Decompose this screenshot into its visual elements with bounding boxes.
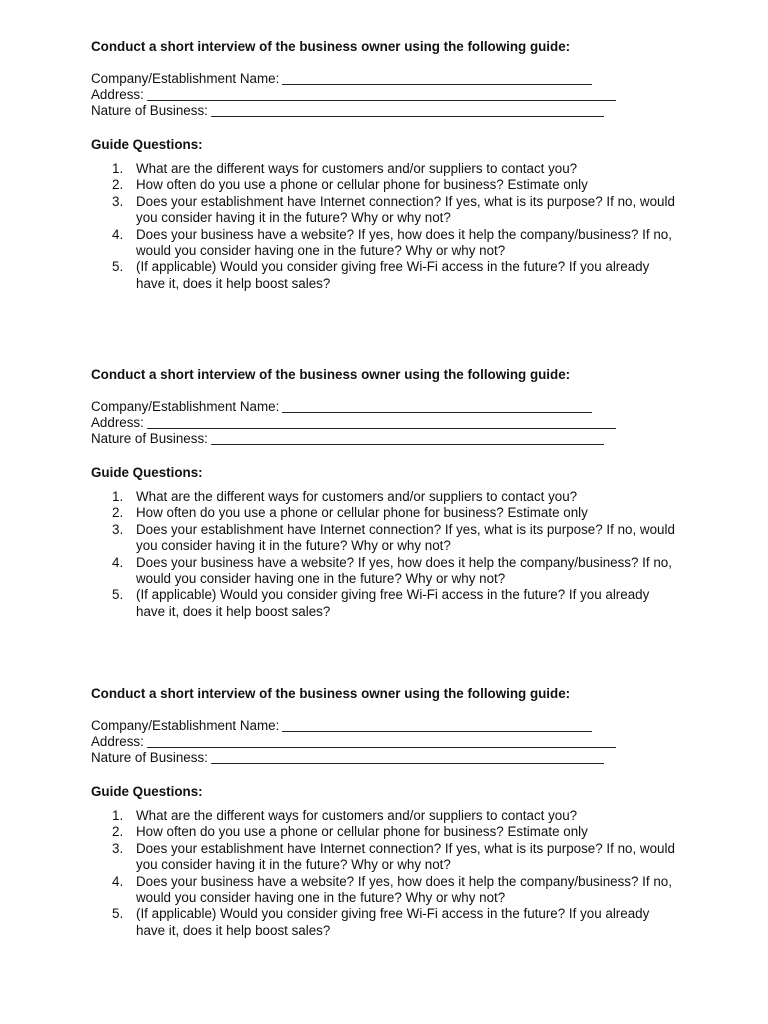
question-text: Does your business have a website? If yes, how does it help the company/business? If no, would you consider having one in the future? Why or why not? xyxy=(136,873,672,906)
question-text: How often do you use a phone or cellular phone for business? Estimate only xyxy=(136,505,588,521)
nature-of-business-label: Nature of Business: xyxy=(91,750,208,765)
question-number: 2. xyxy=(112,824,124,840)
address-blank[interactable] xyxy=(147,735,616,748)
question-text: (If applicable) Would you consider giving free Wi-Fi access in the future? If you already have it, does it help boost sales? xyxy=(136,259,650,291)
address-label: Address: xyxy=(91,415,144,430)
question-number: 4. xyxy=(112,554,124,570)
question-number: 1. xyxy=(112,161,124,176)
questions-list xyxy=(91,161,691,292)
nature-of-business-label: Nature of Business: xyxy=(91,431,208,446)
question-item xyxy=(91,177,676,193)
question-number: 5. xyxy=(112,259,124,275)
company-name-field[interactable] xyxy=(91,718,691,734)
question-item xyxy=(91,841,676,874)
address-field[interactable] xyxy=(91,415,691,431)
question-item xyxy=(91,555,676,588)
question-number: 3. xyxy=(112,840,124,856)
address-field[interactable] xyxy=(91,87,691,103)
question-number: 5. xyxy=(112,587,124,603)
question-item xyxy=(91,505,676,521)
interview-section-2 xyxy=(91,367,691,620)
guide-questions-heading: Guide Questions: xyxy=(91,465,203,480)
company-name-label: Company/Establishment Name: xyxy=(91,718,280,733)
question-item xyxy=(91,194,676,227)
question-item xyxy=(91,489,676,505)
interview-section-3 xyxy=(91,686,691,939)
question-text: Does your business have a website? If yes, how does it help the company/business? If no, would you consider having one in the future? Why or why not? xyxy=(136,554,672,587)
address-blank[interactable] xyxy=(147,88,616,101)
nature-of-business-blank[interactable] xyxy=(211,751,604,764)
question-item xyxy=(91,259,676,292)
section-heading: Conduct a short interview of the business owner using the following guide: xyxy=(91,686,571,701)
company-name-blank[interactable] xyxy=(282,400,592,413)
address-blank[interactable] xyxy=(147,416,616,429)
question-number: 1. xyxy=(112,489,124,504)
company-name-field[interactable] xyxy=(91,71,691,87)
company-name-label: Company/Establishment Name: xyxy=(91,399,280,414)
address-label: Address: xyxy=(91,87,144,102)
question-item xyxy=(91,227,676,260)
question-text: (If applicable) Would you consider giving free Wi-Fi access in the future? If you already have it, does it help boost sales? xyxy=(136,587,650,619)
question-text: Does your establishment have Internet connection? If yes, what is its purpose? If no, would you consider having it in the future? Why or why not? xyxy=(136,840,675,873)
question-number: 2. xyxy=(112,177,124,193)
question-number: 4. xyxy=(112,873,124,889)
question-item xyxy=(91,824,676,840)
question-number: 1. xyxy=(112,808,124,823)
question-text: How often do you use a phone or cellular phone for business? Estimate only xyxy=(136,177,588,193)
question-text: What are the different ways for customers and/or suppliers to contact you? xyxy=(136,808,578,823)
question-item xyxy=(91,161,676,177)
question-text: What are the different ways for customers and/or suppliers to contact you? xyxy=(136,489,578,504)
nature-of-business-field[interactable] xyxy=(91,750,691,766)
fields-block xyxy=(91,718,691,766)
question-text: Does your establishment have Internet connection? If yes, what is its purpose? If no, would you consider having it in the future? Why or why not? xyxy=(136,521,675,554)
section-heading: Conduct a short interview of the business owner using the following guide: xyxy=(91,367,571,382)
fields-block xyxy=(91,71,691,119)
nature-of-business-blank[interactable] xyxy=(211,432,604,445)
section-heading: Conduct a short interview of the business owner using the following guide: xyxy=(91,39,571,54)
fields-block xyxy=(91,399,691,447)
question-number: 3. xyxy=(112,193,124,209)
question-item xyxy=(91,906,676,939)
question-number: 3. xyxy=(112,521,124,537)
company-name-blank[interactable] xyxy=(282,719,592,732)
nature-of-business-field[interactable] xyxy=(91,103,691,119)
nature-of-business-label: Nature of Business: xyxy=(91,103,208,118)
nature-of-business-field[interactable] xyxy=(91,431,691,447)
address-label: Address: xyxy=(91,734,144,749)
question-item xyxy=(91,522,676,555)
company-name-blank[interactable] xyxy=(282,72,592,85)
nature-of-business-blank[interactable] xyxy=(211,104,604,117)
question-number: 5. xyxy=(112,906,124,922)
question-text: (If applicable) Would you consider giving free Wi-Fi access in the future? If you already have it, does it help boost sales? xyxy=(136,906,650,938)
company-name-field[interactable] xyxy=(91,399,691,415)
interview-section-1 xyxy=(91,39,691,292)
question-item xyxy=(91,874,676,907)
question-text: What are the different ways for customers and/or suppliers to contact you? xyxy=(136,161,578,176)
question-text: How often do you use a phone or cellular phone for business? Estimate only xyxy=(136,824,588,840)
question-text: Does your business have a website? If yes, how does it help the company/business? If no, would you consider having one in the future? Why or why not? xyxy=(136,226,672,259)
question-item xyxy=(91,808,676,824)
question-number: 4. xyxy=(112,226,124,242)
question-item xyxy=(91,587,676,620)
questions-list xyxy=(91,489,691,620)
guide-questions-heading: Guide Questions: xyxy=(91,137,203,152)
guide-questions-heading: Guide Questions: xyxy=(91,784,203,799)
question-text: Does your establishment have Internet connection? If yes, what is its purpose? If no, would you consider having it in the future? Why or why not? xyxy=(136,193,675,226)
company-name-label: Company/Establishment Name: xyxy=(91,71,280,86)
address-field[interactable] xyxy=(91,734,691,750)
questions-list xyxy=(91,808,691,939)
question-number: 2. xyxy=(112,505,124,521)
